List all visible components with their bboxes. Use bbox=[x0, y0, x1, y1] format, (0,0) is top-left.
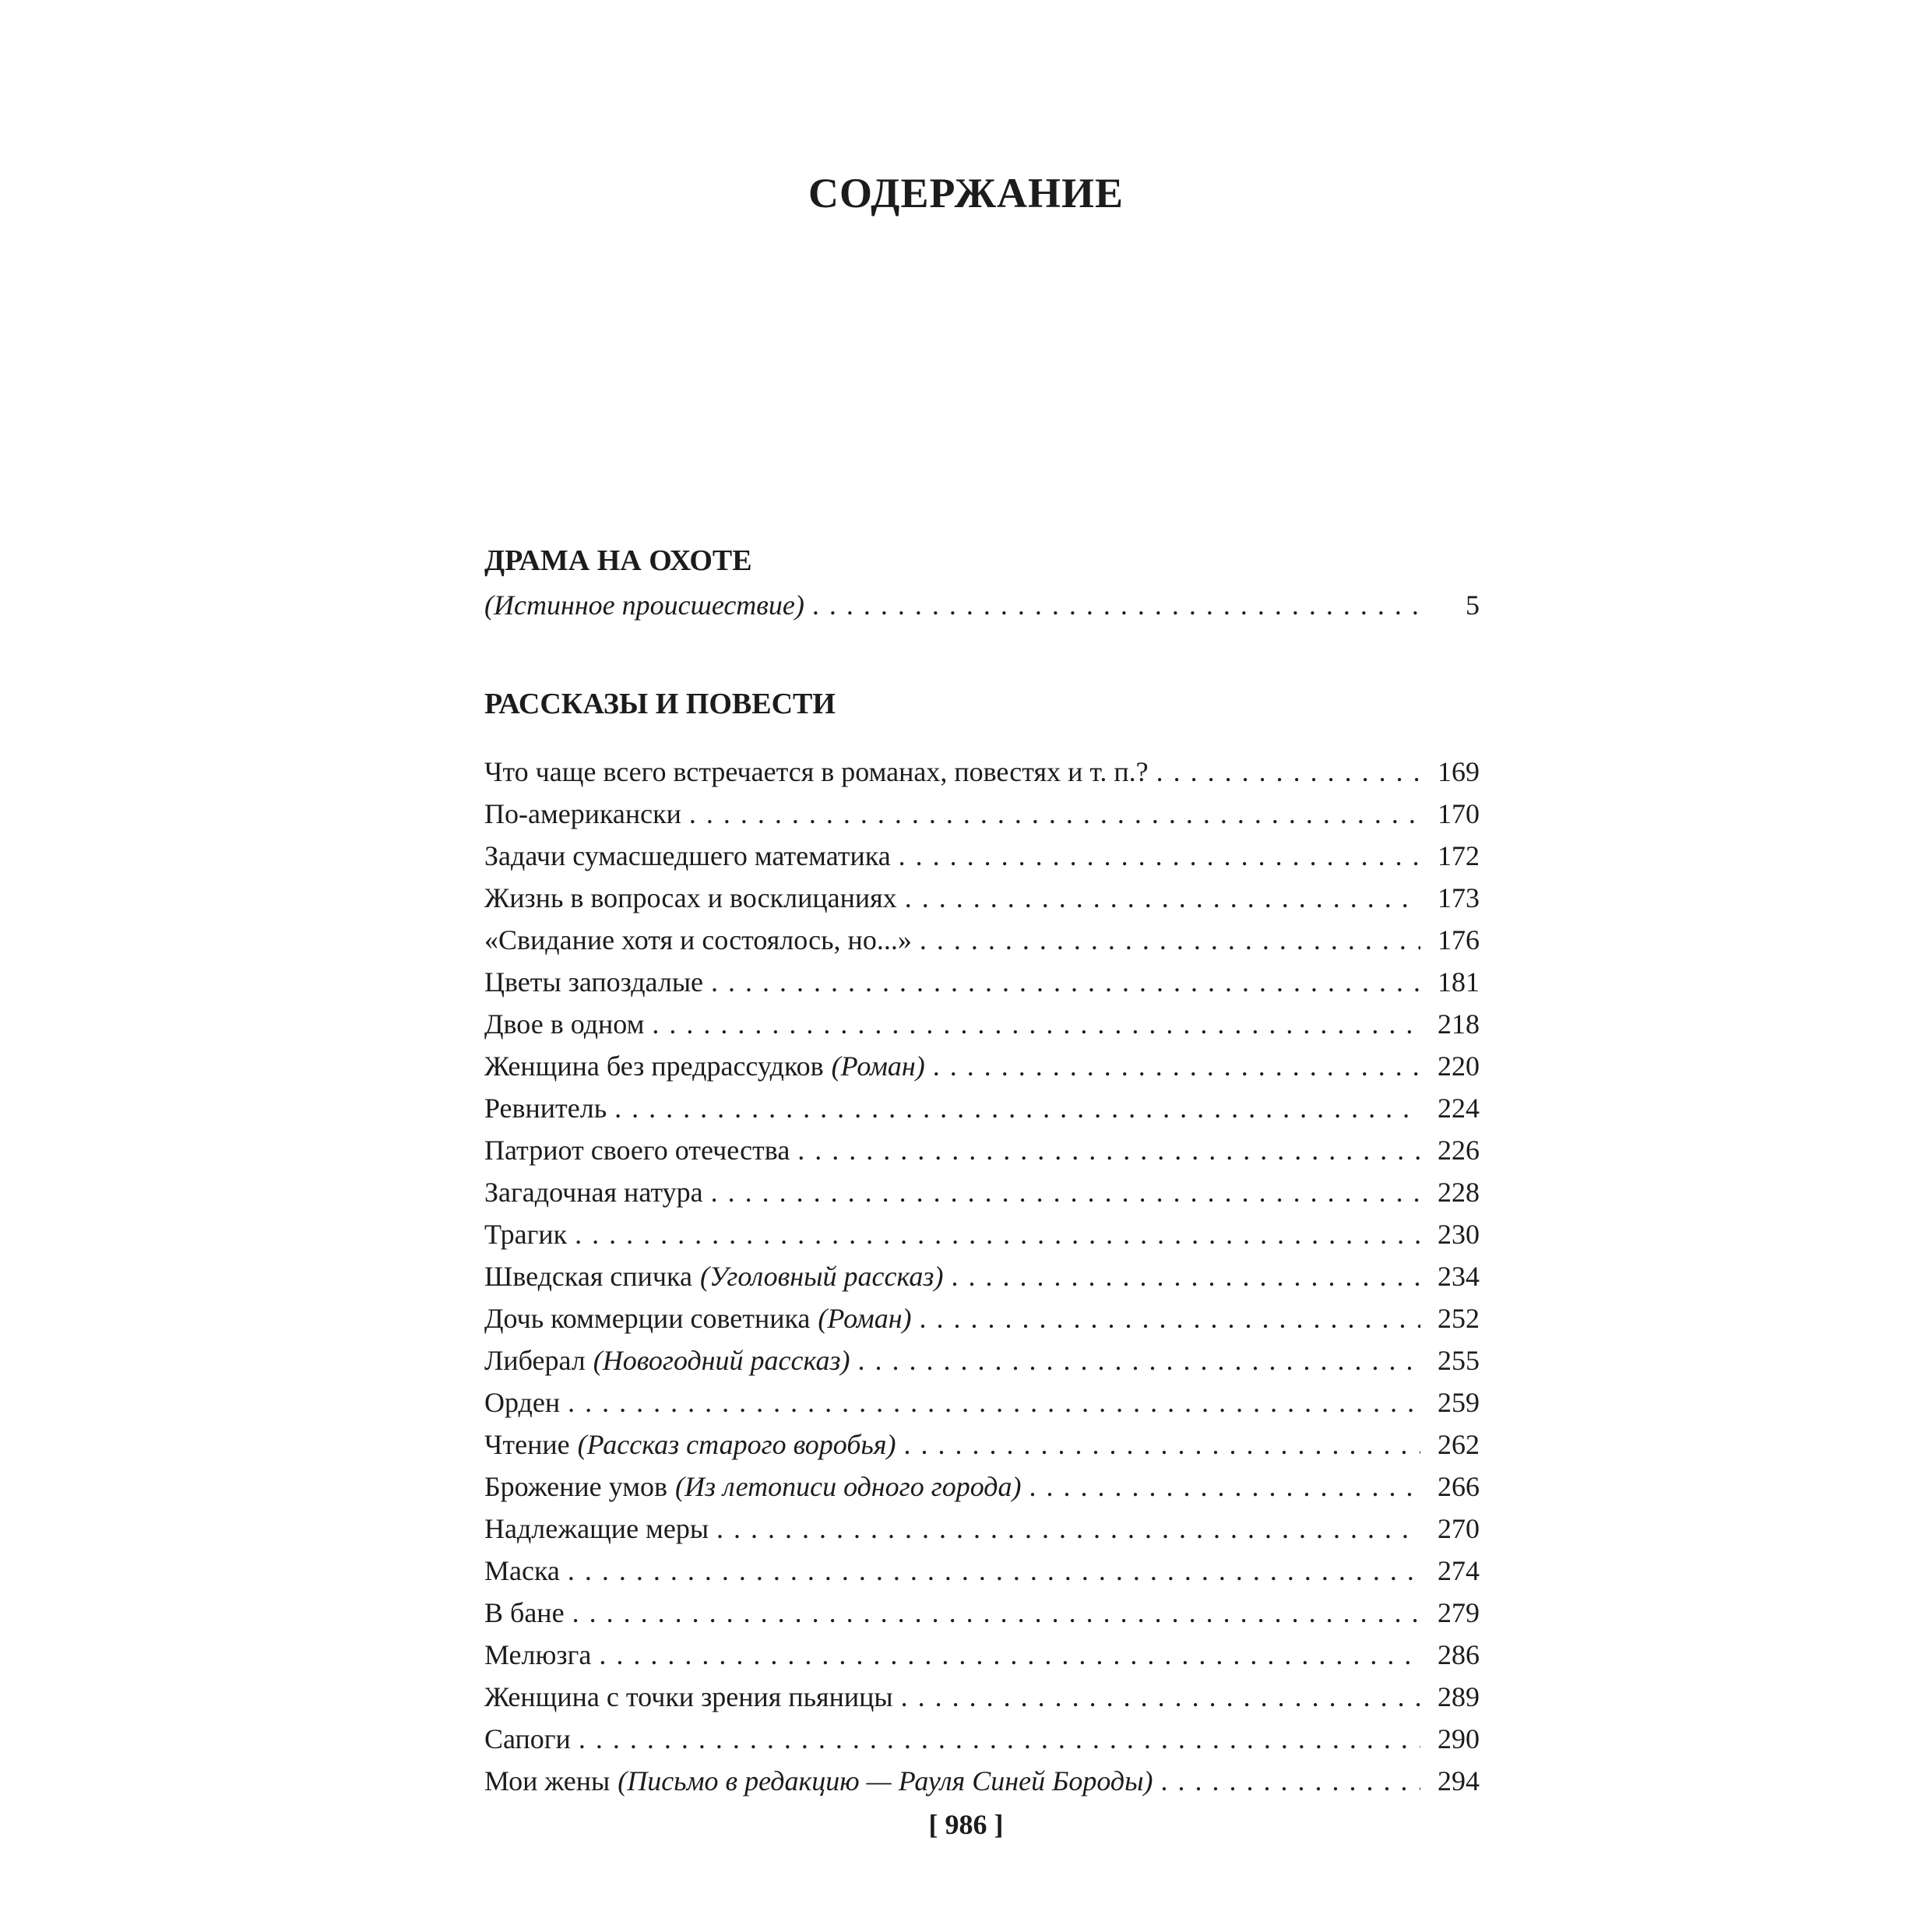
dot-leader bbox=[1156, 751, 1420, 793]
entry-title: Патриот своего отечества bbox=[484, 1135, 790, 1166]
entry-subtitle: (Новогодний рассказ) bbox=[593, 1345, 850, 1376]
toc-entry[interactable] bbox=[484, 1634, 1480, 1676]
dot-leader bbox=[812, 584, 1420, 626]
entry-page-number: 5 bbox=[1466, 589, 1480, 621]
dot-leader bbox=[716, 1508, 1420, 1550]
toc-entry[interactable] bbox=[484, 1297, 1480, 1339]
entry-title: Мелюзга bbox=[484, 1639, 592, 1670]
entry-page-number: 220 bbox=[1438, 1050, 1480, 1082]
entry-page-number: 226 bbox=[1438, 1135, 1480, 1166]
toc-entry[interactable] bbox=[484, 1213, 1480, 1255]
entry-title: Жизнь в вопросах и восклицаниях bbox=[484, 882, 897, 913]
entry-title: Брожение умов bbox=[484, 1471, 667, 1502]
entry-page-number: 234 bbox=[1438, 1261, 1480, 1292]
toc-entry[interactable] bbox=[484, 1381, 1480, 1423]
entry-page-number: 259 bbox=[1438, 1387, 1480, 1418]
entry-title: Двое в одном bbox=[484, 1008, 645, 1040]
section-heading: ДРАМА НА ОХОТЕ bbox=[484, 544, 752, 577]
entry-page-number: 172 bbox=[1438, 840, 1480, 871]
dot-leader bbox=[568, 1550, 1420, 1592]
dot-leader bbox=[652, 1003, 1420, 1045]
dot-leader bbox=[905, 877, 1420, 919]
entry-page-number: 289 bbox=[1438, 1681, 1480, 1712]
entry-page-number: 230 bbox=[1438, 1219, 1480, 1250]
entry-title: Ревнитель bbox=[484, 1093, 607, 1124]
entry-page-number: 181 bbox=[1438, 966, 1480, 998]
entry-page-number: 252 bbox=[1438, 1303, 1480, 1334]
toc-entry[interactable] bbox=[484, 961, 1480, 1003]
entry-title: Шведская спичка bbox=[484, 1261, 692, 1292]
toc-entry[interactable] bbox=[484, 1676, 1480, 1718]
dot-leader bbox=[572, 1592, 1420, 1634]
entry-title: Либерал bbox=[484, 1345, 586, 1376]
entry-title: Надлежащие меры bbox=[484, 1513, 709, 1544]
toc-entry[interactable] bbox=[484, 1129, 1480, 1171]
dot-leader bbox=[901, 1676, 1420, 1718]
section-heading: РАССКАЗЫ И ПОВЕСТИ bbox=[484, 688, 836, 720]
dot-leader bbox=[920, 1297, 1420, 1339]
toc-entry[interactable] bbox=[484, 1592, 1480, 1634]
dot-leader bbox=[575, 1213, 1420, 1255]
entry-title: Женщина без предрассудков bbox=[484, 1050, 824, 1082]
toc-entry[interactable] bbox=[484, 1045, 1480, 1087]
entry-page-number: 218 bbox=[1438, 1008, 1480, 1040]
toc-entry[interactable] bbox=[484, 835, 1480, 877]
toc-entry[interactable] bbox=[484, 1339, 1480, 1381]
dot-leader bbox=[797, 1129, 1420, 1171]
dot-leader bbox=[1160, 1760, 1420, 1802]
entry-title: Цветы запоздалые bbox=[484, 966, 703, 998]
dot-leader bbox=[951, 1255, 1420, 1297]
entry-page-number: 170 bbox=[1438, 798, 1480, 829]
dot-leader bbox=[568, 1381, 1420, 1423]
entry-title: Орден bbox=[484, 1387, 561, 1418]
entry-subtitle: (Из летописи одного города) bbox=[674, 1471, 1022, 1502]
dot-leader bbox=[904, 1423, 1420, 1466]
entry-page-number: 286 bbox=[1438, 1639, 1480, 1670]
toc-entry[interactable] bbox=[484, 1760, 1480, 1802]
entry-page-number: 255 bbox=[1438, 1345, 1480, 1376]
entry-page-number: 173 bbox=[1438, 882, 1480, 913]
toc-entry[interactable] bbox=[484, 1423, 1480, 1466]
entry-page-number: 270 bbox=[1438, 1513, 1480, 1544]
toc-entry-list bbox=[484, 751, 1480, 1802]
entry-title: Маска bbox=[484, 1555, 560, 1586]
dot-leader bbox=[711, 1171, 1420, 1213]
toc-entry[interactable] bbox=[484, 793, 1480, 835]
toc-entry[interactable] bbox=[484, 1171, 1480, 1213]
table-of-contents bbox=[484, 537, 1480, 1802]
dot-leader bbox=[857, 1339, 1420, 1381]
entry-title: Чтение bbox=[484, 1429, 570, 1460]
toc-entry[interactable] bbox=[484, 1087, 1480, 1129]
dot-leader bbox=[711, 961, 1420, 1003]
toc-entry[interactable] bbox=[484, 584, 1480, 626]
dot-leader bbox=[689, 793, 1420, 835]
entry-page-number: 266 bbox=[1438, 1471, 1480, 1502]
dot-leader bbox=[899, 835, 1420, 877]
toc-entry[interactable] bbox=[484, 1550, 1480, 1592]
entry-page-number: 294 bbox=[1438, 1765, 1480, 1797]
entry-page-number: 290 bbox=[1438, 1723, 1480, 1754]
dot-leader bbox=[1029, 1466, 1420, 1508]
entry-title: Загадочная натура bbox=[484, 1177, 703, 1208]
dot-leader bbox=[579, 1718, 1420, 1760]
toc-entry[interactable] bbox=[484, 751, 1480, 793]
entry-title: Трагик bbox=[484, 1219, 568, 1250]
entry-title: По-американски bbox=[484, 798, 681, 829]
entry-title: Сапоги bbox=[484, 1723, 571, 1754]
entry-page-number: 169 bbox=[1438, 756, 1480, 787]
entry-page-number: 274 bbox=[1438, 1555, 1480, 1586]
toc-entry[interactable] bbox=[484, 919, 1480, 961]
entry-page-number: 279 bbox=[1438, 1597, 1480, 1628]
entry-title: Что чаще всего встречается в романах, повестях и т. п.? bbox=[484, 756, 1149, 787]
toc-entry[interactable] bbox=[484, 1003, 1480, 1045]
page-title: СОДЕРЖАНИЕ bbox=[808, 170, 1124, 216]
entry-subtitle: (Истинное происшествие) bbox=[484, 589, 804, 621]
toc-entry[interactable] bbox=[484, 877, 1480, 919]
entry-subtitle: (Письмо в редакцию — Рауля Синей Бороды) bbox=[618, 1765, 1153, 1797]
entry-page-number: 262 bbox=[1438, 1429, 1480, 1460]
toc-section-drama bbox=[484, 537, 1480, 626]
entry-subtitle: (Роман) bbox=[831, 1050, 925, 1082]
entry-title: В бане bbox=[484, 1597, 565, 1628]
entry-page-number: 224 bbox=[1438, 1093, 1480, 1124]
entry-subtitle: (Рассказ старого воробья) bbox=[577, 1429, 896, 1460]
entry-title: Мои жены bbox=[484, 1765, 611, 1797]
toc-entry[interactable] bbox=[484, 1508, 1480, 1550]
entry-subtitle: (Уголовный рассказ) bbox=[699, 1261, 944, 1292]
entry-page-number: 228 bbox=[1438, 1177, 1480, 1208]
entry-subtitle: (Роман) bbox=[818, 1303, 912, 1334]
dot-leader bbox=[933, 1045, 1420, 1087]
dot-leader bbox=[614, 1087, 1420, 1129]
entry-title: Задачи сумасшедшего математика bbox=[484, 840, 891, 871]
entry-title: Дочь коммерции советника bbox=[484, 1303, 811, 1334]
entry-title: «Свидание хотя и состоялось, но...» bbox=[484, 924, 912, 955]
dot-leader bbox=[599, 1634, 1420, 1676]
toc-entry[interactable] bbox=[484, 1255, 1480, 1297]
dot-leader bbox=[920, 919, 1420, 961]
toc-entry[interactable] bbox=[484, 1718, 1480, 1760]
toc-section-stories bbox=[484, 681, 1480, 1802]
entry-page-number: 176 bbox=[1438, 924, 1480, 955]
page-number-footer: [ 986 ] bbox=[928, 1809, 1004, 1840]
toc-entry[interactable] bbox=[484, 1466, 1480, 1508]
entry-title: Женщина с точки зрения пьяницы bbox=[484, 1681, 893, 1712]
